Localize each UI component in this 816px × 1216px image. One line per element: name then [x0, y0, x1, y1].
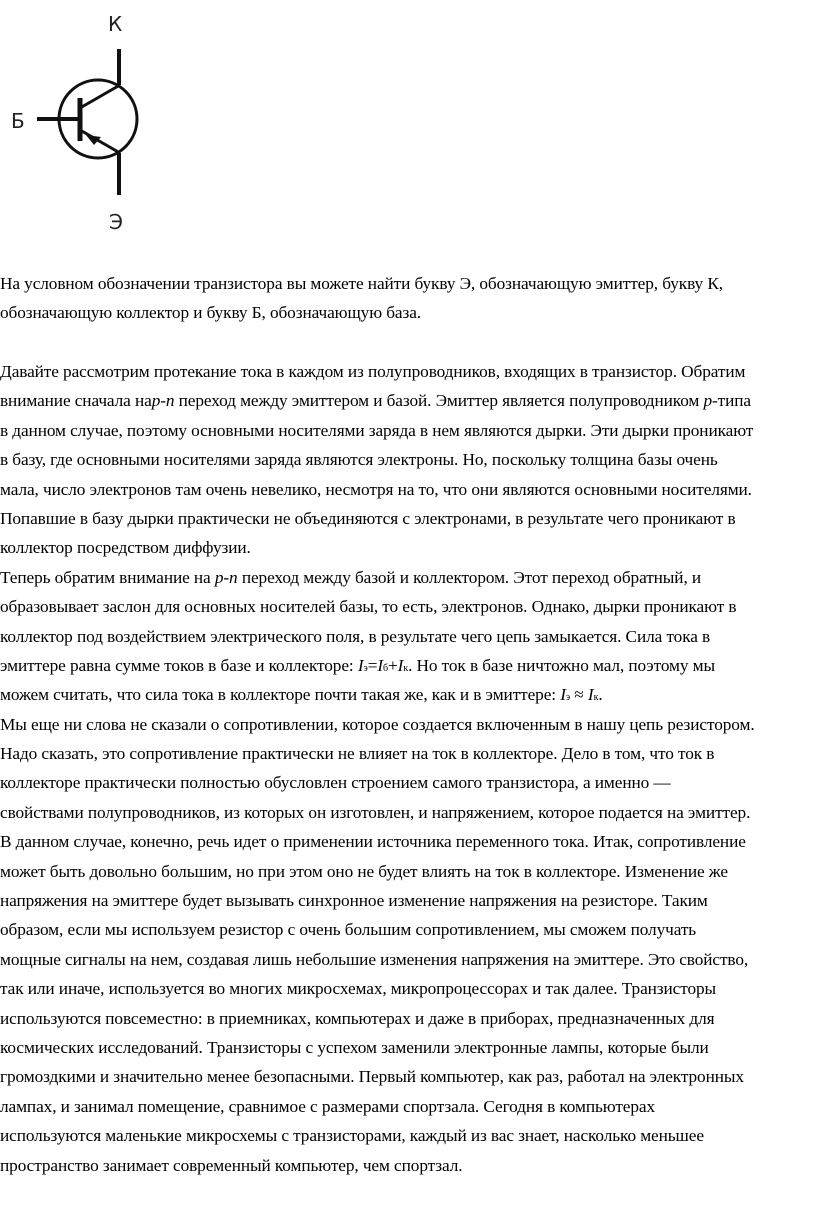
emitter-label: Э — [109, 210, 123, 234]
body-line: Мы еще ни слова не сказали о сопротивлении, которое создается включенным в нашу цепь резистором. — [0, 714, 755, 734]
body-line: используются маленькие микросхемы с транзисторами, каждый из вас знает, насколько меньшее — [0, 1126, 704, 1146]
body-line — [0, 680, 816, 709]
body-line: коллектор посредством диффузии. — [0, 538, 251, 558]
body-line: В данном случае, конечно, речь идет о применении источника переменного тока. Итак, сопротивление — [0, 832, 746, 852]
body-line: свойствами полупроводников, из которых он изготовлен, и напряжением, которое подается на эмиттер. — [0, 802, 751, 822]
body-text — [0, 357, 816, 1180]
collector-lead-inner — [80, 85, 120, 108]
text-run: внимание сначала на — [0, 391, 152, 411]
body-line: Надо сказать, это сопротивление практически не влияет на ток в коллекторе. Дело в том, что ток в — [0, 744, 715, 764]
formula-current-sum — [358, 656, 408, 675]
body-line: космических исследований. Транзисторы с успехом заменили электронные лампы, которые были — [0, 1037, 709, 1057]
formula-subscript: э — [565, 692, 571, 704]
body-line: напряжения на эмиттере будет вызывать синхронное изменение напряжения на резисторе. Таким — [0, 891, 708, 911]
body-line: образовывает заслон для основных носителей базы, то есть, электронов. Однако, дырки проникают в — [0, 597, 737, 617]
formula-subscript: э — [363, 662, 368, 674]
formula-current-approx — [560, 685, 598, 704]
text-run: переход между базой и коллектором. Этот переход обратный, и — [237, 567, 702, 587]
body-line — [0, 563, 816, 592]
intro-line: обозначающую коллектор и букву Б, обозначающую база. — [0, 303, 422, 323]
formula-operator: = — [367, 655, 378, 675]
formula-operator: ≈ — [570, 685, 588, 705]
formula-symbol: I — [560, 685, 566, 705]
body-line: громоздкими и значительно менее безопасными. Первый компьютер, как раз, работал на электронных — [0, 1067, 744, 1087]
intro-paragraph — [0, 269, 816, 328]
intro-line: На условном обозначении транзистора вы можете найти букву Э, обозначающую эмиттер, букву К, — [0, 274, 723, 293]
text-run: эмиттере равна сумме токов в базе и коллекторе: — [0, 655, 358, 675]
text-run: переход между эмиттером и базой. Эмиттер является полупроводником — [174, 391, 704, 411]
body-line: так или иначе, используется во многих микросхемах, микропроцессорах и так далее. Транзисторы — [0, 979, 717, 999]
formula-subscript: к — [593, 692, 599, 704]
body-line: используются повсеместно: в приемниках, компьютерах и даже в приборах, предназначенных для — [0, 1008, 715, 1028]
formula-symbol: I — [377, 655, 383, 675]
body-line: Давайте рассмотрим протекание тока в каждом из полупроводников, входящих в транзистор. Обратим — [0, 362, 746, 381]
body-line — [0, 386, 816, 415]
emitter-lead-inner — [80, 130, 120, 153]
transistor-symbol-diagram — [0, 0, 200, 240]
collector-label: К — [108, 12, 123, 36]
formula-symbol: I — [587, 685, 594, 705]
p-term: p — [703, 391, 713, 411]
body-line: коллекторе практически полностью обусловлен строением самого транзистора, а именно — — [0, 773, 671, 793]
body-line: в базу, где основными носителями заряда являются электроны. Но, поскольку толщина базы очень — [0, 450, 718, 470]
formula-symbol: I — [357, 655, 364, 675]
formula-operator: + — [388, 655, 398, 675]
formula-symbol: I — [397, 655, 404, 675]
body-line: может быть довольно большим, но при этом оно не будет влиять на ток в коллекторе. Изменение же — [0, 861, 728, 881]
formula-subscript: б — [383, 662, 388, 674]
text-run: -типа — [712, 391, 752, 411]
text-run: Теперь обратим внимание на — [0, 567, 215, 587]
text-run: . Но ток в базе ничтожно мал, поэтому мы — [408, 655, 715, 675]
pn-term: p-n — [214, 567, 238, 587]
text-run: . — [598, 685, 603, 705]
body-line: образом, если мы используем резистор с очень большим сопротивлением, мы сможем получать — [0, 920, 697, 940]
body-line: лампах, и занимал помещение, сравнимое с размерами спортзала. Сегодня в компьютерах — [0, 1096, 656, 1116]
body-line: в данном случае, поэтому основными носителями заряда в нем являются дырки. Эти дырки проникают — [0, 420, 754, 440]
pn-term: p-n — [151, 391, 175, 411]
formula-subscript: к — [403, 662, 409, 674]
body-line — [0, 651, 816, 680]
body-line: пространство занимает современный компьютер, чем спортзал. — [0, 1155, 463, 1175]
body-line: коллектор под воздействием электрического поля, в результате чего цепь замыкается. Сила тока в — [0, 626, 711, 646]
body-line: мала, число электронов там очень невелико, несмотря на то, что они являются основными носителями. — [0, 479, 752, 499]
body-line: мощные сигналы на нем, создавая лишь небольшие изменения напряжения на эмиттере. Это свойство, — [0, 949, 749, 969]
text-run: можем считать, что сила тока в коллекторе почти такая же, как и в эмиттере: — [0, 685, 561, 705]
base-label: Б — [11, 109, 25, 133]
body-line: Попавшие в базу дырки практически не объединяются с электронами, в результате чего проникают в — [0, 508, 736, 528]
